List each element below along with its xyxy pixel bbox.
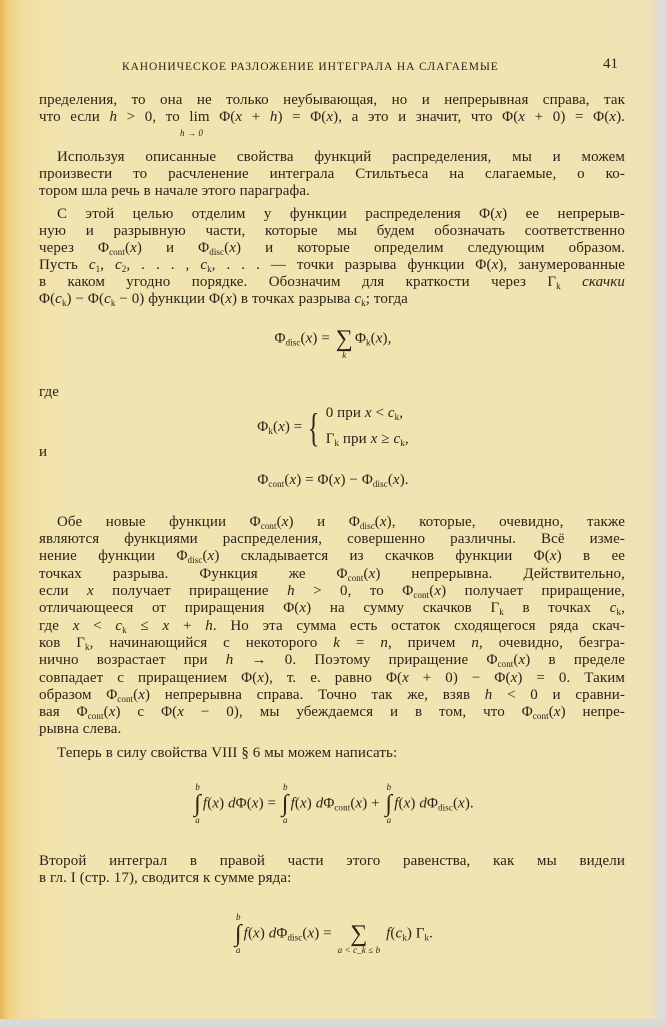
text-run: , . . . — точки разрыва функции Φ(: [211, 257, 492, 273]
math-subscript: k: [361, 298, 366, 308]
math-italic: f: [290, 795, 295, 812]
math-subscript: k: [394, 412, 400, 422]
math-subscript: cont: [260, 521, 277, 531]
text-run: ,: [404, 431, 409, 447]
math-subscript: cont: [268, 479, 285, 489]
text-run: произвести то расчленение интеграла Стильтьеса на слагаемые, о ко-: [39, 166, 625, 182]
text-run: ).: [464, 795, 474, 812]
text-run: Φ: [426, 795, 439, 812]
text-run: (: [124, 240, 131, 256]
math-italic: x: [495, 206, 503, 222]
text-run: (: [302, 925, 308, 942]
text-run: Φ: [257, 419, 269, 436]
text-run: рывна слева.: [39, 721, 122, 737]
math-subscript: 1: [95, 264, 101, 274]
text-run: ,: [399, 405, 404, 421]
text-run: Используя описанные свойства функций распределения, мы и можем: [57, 149, 625, 165]
math-subscript: k: [616, 607, 622, 617]
text-run: Теперь в силу свойства VIII § 6 мы можем написать:: [57, 745, 398, 761]
text-line: [39, 670, 625, 687]
integral-operator: [194, 783, 201, 825]
text-run: ): [219, 795, 229, 812]
math-italic: x: [379, 514, 387, 530]
math-subscript: cont: [87, 711, 104, 721]
text-run: в гл. I (стр. 17), сводится к сумме ряда:: [39, 870, 292, 886]
math-italic: x: [518, 109, 526, 125]
text-run: ) +: [362, 795, 384, 812]
upper-limit: b: [386, 782, 392, 792]
lower-limit: k: [342, 350, 347, 360]
text-line: [39, 721, 121, 738]
math-subscript: k: [499, 607, 504, 617]
text-run: , . . . ,: [126, 257, 201, 273]
math-italic: h: [109, 109, 118, 125]
math-italic: x: [130, 240, 137, 256]
text-line: [57, 149, 625, 166]
text-run: (: [247, 925, 254, 942]
math-italic: c: [354, 291, 362, 307]
text-run: . Но эта сумма есть остаток сходящегося ряда скач-: [212, 618, 625, 634]
math-italic: d: [228, 795, 236, 812]
left-brace: {: [308, 405, 320, 450]
math-subscript: cont: [334, 802, 351, 813]
text-run: отличающееся от приращения Φ(: [39, 600, 300, 616]
text-run: (: [202, 548, 208, 564]
math-italic: c: [115, 257, 122, 273]
math-italic: x: [212, 795, 220, 812]
math-italic: x: [333, 472, 341, 488]
text-run: нение функции Φ: [39, 548, 188, 564]
text-run: Φ: [276, 925, 288, 942]
text-run: Обе новые функции Φ: [57, 514, 261, 530]
text-run: Второй интеграл в правой части этого равенства, как мы видели: [39, 853, 625, 869]
text-run: являются функциями распределения, совершенно различны. Всё изме-: [39, 531, 625, 547]
math-italic: c: [55, 291, 62, 307]
math-italic: x: [368, 566, 376, 582]
integral-symbol: ∫: [385, 791, 393, 817]
math-italic: x: [326, 109, 334, 125]
math-subscript: disc: [209, 247, 225, 257]
math-subscript: k: [122, 625, 127, 635]
math-subscript: k: [556, 281, 561, 291]
text-run: (: [294, 795, 300, 812]
text-run: +: [242, 109, 270, 125]
text-run: (: [452, 795, 459, 812]
text-line: [57, 745, 397, 762]
text-run: в точках: [503, 600, 610, 616]
text-line: [39, 384, 59, 401]
math-italic: x: [392, 472, 400, 488]
math-subscript: disc: [372, 479, 388, 489]
math-subscript: cont: [532, 711, 549, 721]
math-italic: x: [375, 330, 383, 347]
text-line: [39, 853, 625, 870]
math-italic: c: [115, 618, 123, 634]
math-subscript: cont: [413, 590, 430, 600]
math-italic: x: [108, 704, 116, 720]
text-run: ) ее непрерыв-: [502, 206, 625, 222]
text-run: +: [169, 618, 206, 634]
text-run: точках разрыва. Функция же Φ: [39, 566, 348, 582]
text-run: ков Γ: [39, 635, 86, 651]
text-run: пределения, то она не только неубывающая, но и непрерывная справа, так: [39, 92, 625, 108]
text-run: ) = Φ(: [296, 472, 334, 488]
text-line: [39, 109, 625, 126]
math-italic: h: [287, 583, 295, 599]
text-run: Φ: [257, 472, 269, 488]
text-run: (: [284, 472, 290, 488]
text-run: ) получает приращение,: [441, 583, 626, 599]
text-run: получает приращение: [93, 583, 288, 599]
math-subscript: k: [110, 298, 116, 308]
display-formula: [0, 318, 666, 360]
text-line: [39, 291, 408, 312]
running-title: КАНОНИЧЕСКОЕ РАЗЛОЖЕНИЕ ИНТЕГРАЛА НА СЛАГАЕМЫЕ: [122, 61, 499, 73]
math-italic: x: [299, 600, 307, 616]
text-run: (: [398, 795, 404, 812]
math-italic: x: [609, 109, 617, 125]
text-run: <: [371, 405, 388, 421]
text-run: ) − Φ: [340, 472, 373, 488]
text-run: (: [272, 419, 279, 436]
text-run: ) непрерывна. Действительно,: [375, 566, 625, 582]
text-run: < 0 и сравни-: [492, 687, 625, 703]
math-italic: x: [370, 431, 378, 447]
math-italic: x: [72, 618, 80, 634]
text-run: (: [429, 583, 435, 599]
text-run: , начинающийся с некоторого: [89, 635, 334, 651]
text-run: ,: [621, 600, 625, 616]
case-row: [326, 402, 409, 428]
math-subscript: k: [85, 642, 90, 652]
text-run: Φ(: [39, 291, 56, 307]
text-run: ) = 0. Таким: [517, 670, 625, 686]
math-italic: x: [518, 652, 526, 668]
text-line: [39, 183, 310, 200]
text-line: [180, 125, 203, 142]
text-run: в каком угодно порядке. Обозначим для краткости через Γ: [39, 274, 557, 290]
text-run: (: [387, 472, 393, 488]
math-italic: n: [380, 635, 388, 651]
text-run: ) и Φ: [136, 240, 210, 256]
text-run: (: [276, 514, 282, 530]
text-run: ) =: [284, 419, 303, 436]
text-run: Φ: [323, 795, 335, 812]
math-italic: x: [549, 548, 557, 564]
text-run: > 0, то Φ: [294, 583, 414, 599]
math-italic: x: [364, 405, 372, 421]
math-italic: c: [200, 257, 208, 273]
text-run: ) Γ: [406, 925, 425, 942]
text-run: (: [300, 330, 306, 347]
integral-operator: [386, 783, 393, 825]
text-line: [39, 704, 625, 725]
math-italic: d: [315, 795, 324, 812]
math-italic: d: [268, 925, 277, 942]
math-italic: h: [225, 652, 234, 668]
text-run: (: [548, 704, 554, 720]
text-run: где: [39, 618, 73, 634]
text-run: ) =: [258, 795, 280, 812]
text-run: 0 при: [325, 405, 365, 421]
math-italic: c: [393, 431, 401, 447]
text-run: ) на сумму скачков Γ: [306, 600, 500, 616]
text-run: ) непрерывна справа. Точно так же, взяв: [145, 687, 485, 703]
text-run: [561, 274, 582, 290]
lower-limit: a: [195, 815, 200, 825]
text-run: ≤: [126, 618, 163, 634]
text-run: + 0) = Φ(: [525, 109, 610, 125]
sigma-symbol: ∑: [350, 921, 368, 947]
text-run: ,: [100, 257, 115, 273]
text-run: ) − Φ(: [66, 291, 105, 307]
text-run: ), занумерованные: [498, 257, 626, 273]
text-run: ) в точках разрыва: [231, 291, 355, 307]
integral-operator: [282, 783, 289, 825]
math-italic: x: [278, 419, 285, 436]
math-subscript: k: [268, 426, 273, 437]
math-italic: k: [333, 635, 341, 651]
display-formula: [0, 783, 666, 825]
math-italic: d: [419, 795, 427, 812]
math-subscript: cont: [117, 694, 134, 704]
text-run: ).: [399, 472, 409, 488]
math-subscript: k: [402, 932, 407, 943]
math-italic: x: [305, 330, 313, 347]
text-run: ): [306, 795, 316, 812]
text-run: Пусть: [39, 257, 89, 273]
math-subscript: k: [366, 337, 371, 348]
text-run: С этой целью отделим у функции распределения Φ(: [57, 206, 496, 222]
text-run: где: [39, 384, 59, 400]
text-run: <: [79, 618, 116, 634]
text-run: > 0, то lim Φ(: [117, 109, 236, 125]
integral-symbol: ∫: [281, 791, 289, 817]
text-run: тором шла речь в начале этого параграфа.: [39, 183, 310, 199]
math-subscript: 2: [121, 264, 127, 274]
text-run: − 0) функции Φ(: [115, 291, 226, 307]
math-italic: h → 0: [180, 128, 203, 138]
math-italic: c: [104, 291, 111, 307]
math-italic: x: [553, 704, 561, 720]
text-run: (: [370, 330, 376, 347]
lower-limit: a: [282, 815, 288, 825]
page-number: 41: [603, 56, 618, 72]
text-run: ), т. е. равно Φ(: [264, 670, 403, 686]
text-run: − 0), мы убеждаемся и в том, что Φ: [184, 704, 533, 720]
text-run: ).: [616, 109, 626, 125]
text-run: при: [339, 431, 371, 447]
text-run: + 0) − Φ(: [408, 670, 511, 686]
text-run: .: [429, 925, 434, 942]
math-italic: f: [386, 925, 391, 942]
display-formula: [0, 402, 666, 454]
math-italic: x: [162, 618, 170, 634]
text-run: ) в ее: [556, 548, 626, 564]
math-italic: h: [205, 618, 213, 634]
math-subscript: k: [400, 438, 405, 448]
math-subscript: cont: [497, 659, 514, 669]
text-run: Φ: [354, 330, 367, 347]
text-run: ) и которые определим следующим образом.: [236, 240, 625, 256]
text-run: ную и разрывную части, которые мы будем обозначать соответственно: [39, 223, 625, 239]
math-italic: x: [225, 291, 232, 307]
integral-symbol: ∫: [194, 791, 201, 817]
math-italic: x: [402, 670, 409, 686]
math-italic: x: [177, 704, 184, 720]
math-italic: x: [251, 795, 259, 812]
math-subscript: k: [424, 932, 430, 943]
math-subscript: disc: [438, 802, 453, 813]
piecewise-cases: [302, 402, 408, 454]
lower-limit: a: [236, 945, 241, 955]
math-subscript: k: [61, 298, 67, 308]
text-run: Φ(: [235, 795, 252, 812]
math-italic: f: [243, 925, 248, 942]
case-rows: [326, 402, 409, 454]
math-italic: x: [229, 240, 236, 256]
text-run: ) и Φ: [288, 514, 360, 530]
scan-bottom-edge: [0, 1019, 666, 1027]
math-italic: n: [471, 635, 479, 651]
text-run: ): [410, 795, 420, 812]
display-formula: [0, 472, 666, 493]
formula-lhs: [257, 419, 302, 435]
text-run: (: [363, 566, 369, 582]
upper-limit: b: [236, 912, 241, 922]
text-run: ), а это и значит, что Φ(: [333, 109, 519, 125]
math-italic: x: [253, 925, 260, 942]
math-italic: f: [394, 795, 399, 812]
math-subscript: disc: [359, 521, 375, 531]
math-italic: x: [289, 472, 297, 488]
text-run: ) =: [314, 925, 336, 942]
text-run: Γ: [325, 431, 335, 447]
math-italic: x: [491, 257, 499, 273]
text-line: [57, 206, 625, 223]
math-italic: x: [510, 670, 518, 686]
text-run: ) с Φ(: [115, 704, 178, 720]
text-run: , причем: [387, 635, 472, 651]
text-line: [39, 444, 47, 461]
text-run: нично возрастает при: [39, 652, 226, 668]
text-run: (: [207, 795, 213, 812]
text-run: если: [39, 583, 87, 599]
math-italic: x: [458, 795, 465, 812]
math-italic: f: [202, 795, 208, 812]
text-run: → 0. Поэтому приращение Φ: [233, 652, 498, 668]
text-run: (: [513, 652, 519, 668]
math-italic: x: [403, 795, 411, 812]
integral-symbol: ∫: [234, 921, 242, 947]
text-run: ) в пределе: [525, 652, 625, 668]
text-run: (: [374, 514, 380, 530]
math-italic: x: [300, 795, 307, 812]
math-italic: x: [138, 687, 146, 703]
text-run: =: [340, 635, 381, 651]
math-italic: x: [87, 583, 94, 599]
math-italic: x: [355, 795, 363, 812]
text-run: вая Φ: [39, 704, 88, 720]
math-subscript: cont: [109, 247, 125, 257]
math-subscript: k: [334, 438, 340, 448]
text-run: , очевидно, безгра-: [478, 635, 625, 651]
math-subscript: disc: [285, 337, 301, 348]
display-formula: [0, 913, 666, 955]
math-subscript: cont: [347, 573, 364, 583]
text-run: ≥: [377, 431, 394, 447]
summation-operator: [336, 318, 353, 360]
upper-limit: b: [282, 782, 288, 792]
text-run: ): [259, 925, 269, 942]
lower-limit: a: [386, 815, 392, 825]
text-line: [39, 92, 625, 109]
text-line: [39, 223, 625, 240]
text-run: ; тогда: [365, 291, 408, 307]
upper-limit: b: [195, 782, 200, 792]
text-run: (: [350, 795, 356, 812]
math-italic: c: [395, 925, 403, 942]
math-italic: x: [434, 583, 442, 599]
text-run: (: [133, 687, 139, 703]
sigma-symbol: ∑: [335, 326, 353, 352]
math-italic: c: [609, 600, 617, 616]
text-run: через Φ: [39, 240, 110, 256]
text-run: совпадает с приращением Φ(: [39, 670, 258, 686]
math-italic: x: [281, 514, 289, 530]
text-run: (: [103, 704, 109, 720]
text-run: ), которые, очевидно, также: [386, 514, 625, 530]
text-run: ) = Φ(: [277, 109, 327, 125]
text-run: ) =: [312, 330, 334, 347]
math-italic: x: [257, 670, 265, 686]
math-subscript: k: [207, 264, 212, 274]
text-run: и: [39, 444, 48, 460]
math-italic: x: [207, 548, 215, 564]
math-subscript: disc: [287, 932, 303, 943]
text-run: (: [224, 240, 230, 256]
summation-operator: [338, 913, 381, 955]
math-italic: h: [484, 687, 493, 703]
math-italic: c: [88, 257, 96, 273]
math-italic: h: [269, 109, 278, 125]
lower-limit: a < c_k ≤ b: [337, 945, 381, 955]
math-subscript: disc: [187, 555, 203, 565]
text-run: ),: [382, 330, 392, 347]
text-run: что если: [39, 109, 110, 125]
case-row: [326, 428, 409, 454]
text-run: ) непре-: [560, 704, 625, 720]
text-run: образом Φ: [39, 687, 118, 703]
text-line: [39, 870, 291, 887]
math-italic: c: [387, 405, 395, 421]
integral-operator: [235, 913, 242, 955]
math-italic: x: [307, 925, 315, 942]
text-run: Φ: [274, 330, 286, 347]
math-italic: скачки: [582, 274, 625, 290]
text-line: [39, 531, 625, 548]
math-italic: x: [235, 109, 243, 125]
text-line: [39, 166, 625, 183]
text-run: ) складывается из скачков функции Φ(: [214, 548, 550, 564]
text-run: (: [390, 925, 396, 942]
